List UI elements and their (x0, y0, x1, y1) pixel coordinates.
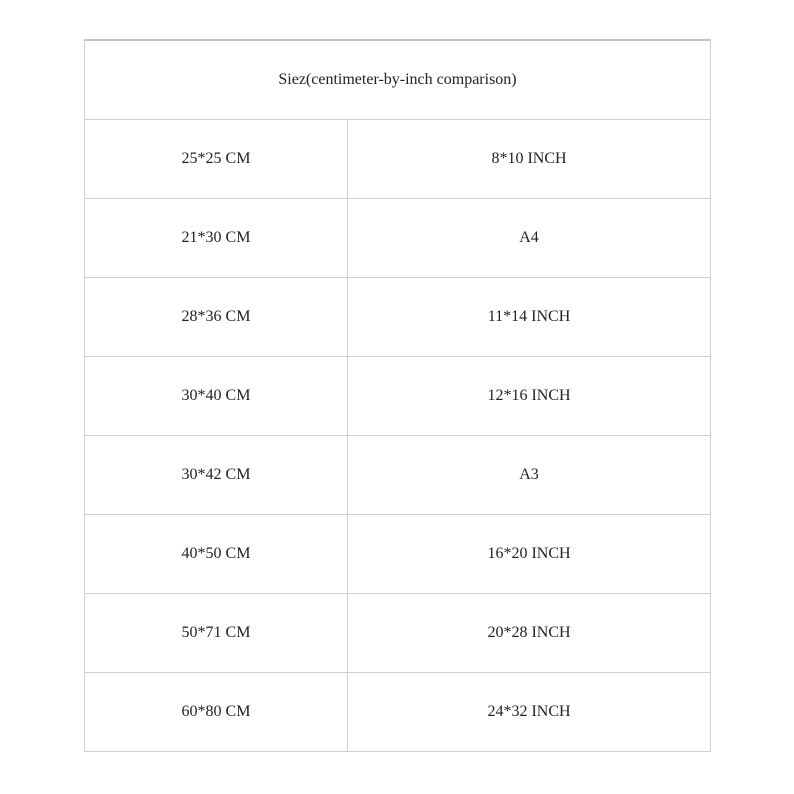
cm-size-cell: 21*30 CM (85, 199, 348, 278)
table-row (85, 357, 711, 436)
cm-size-cell: 60*80 CM (85, 673, 348, 752)
table-row (85, 278, 711, 357)
inch-size-cell: 11*14 INCH (348, 278, 711, 357)
table-row (85, 199, 711, 278)
inch-size-cell: A3 (348, 436, 711, 515)
size-comparison-table (84, 39, 711, 752)
table-row (85, 515, 711, 594)
inch-size-cell: A4 (348, 199, 711, 278)
cm-size-cell: 30*40 CM (85, 357, 348, 436)
table-body (85, 40, 711, 752)
inch-size-cell: 16*20 INCH (348, 515, 711, 594)
cm-size-cell: 30*42 CM (85, 436, 348, 515)
cm-size-cell: 50*71 CM (85, 594, 348, 673)
inch-size-cell: 8*10 INCH (348, 120, 711, 199)
table-header-row (85, 40, 711, 120)
inch-size-cell: 24*32 INCH (348, 673, 711, 752)
table-row (85, 594, 711, 673)
inch-size-cell: 12*16 INCH (348, 357, 711, 436)
inch-size-cell: 20*28 INCH (348, 594, 711, 673)
cm-size-cell: 40*50 CM (85, 515, 348, 594)
table-row (85, 436, 711, 515)
cm-size-cell: 28*36 CM (85, 278, 348, 357)
table-header-cell: Siez(centimeter-by-inch comparison) (85, 40, 711, 120)
table-row (85, 673, 711, 752)
cm-size-cell: 25*25 CM (85, 120, 348, 199)
table-row (85, 120, 711, 199)
